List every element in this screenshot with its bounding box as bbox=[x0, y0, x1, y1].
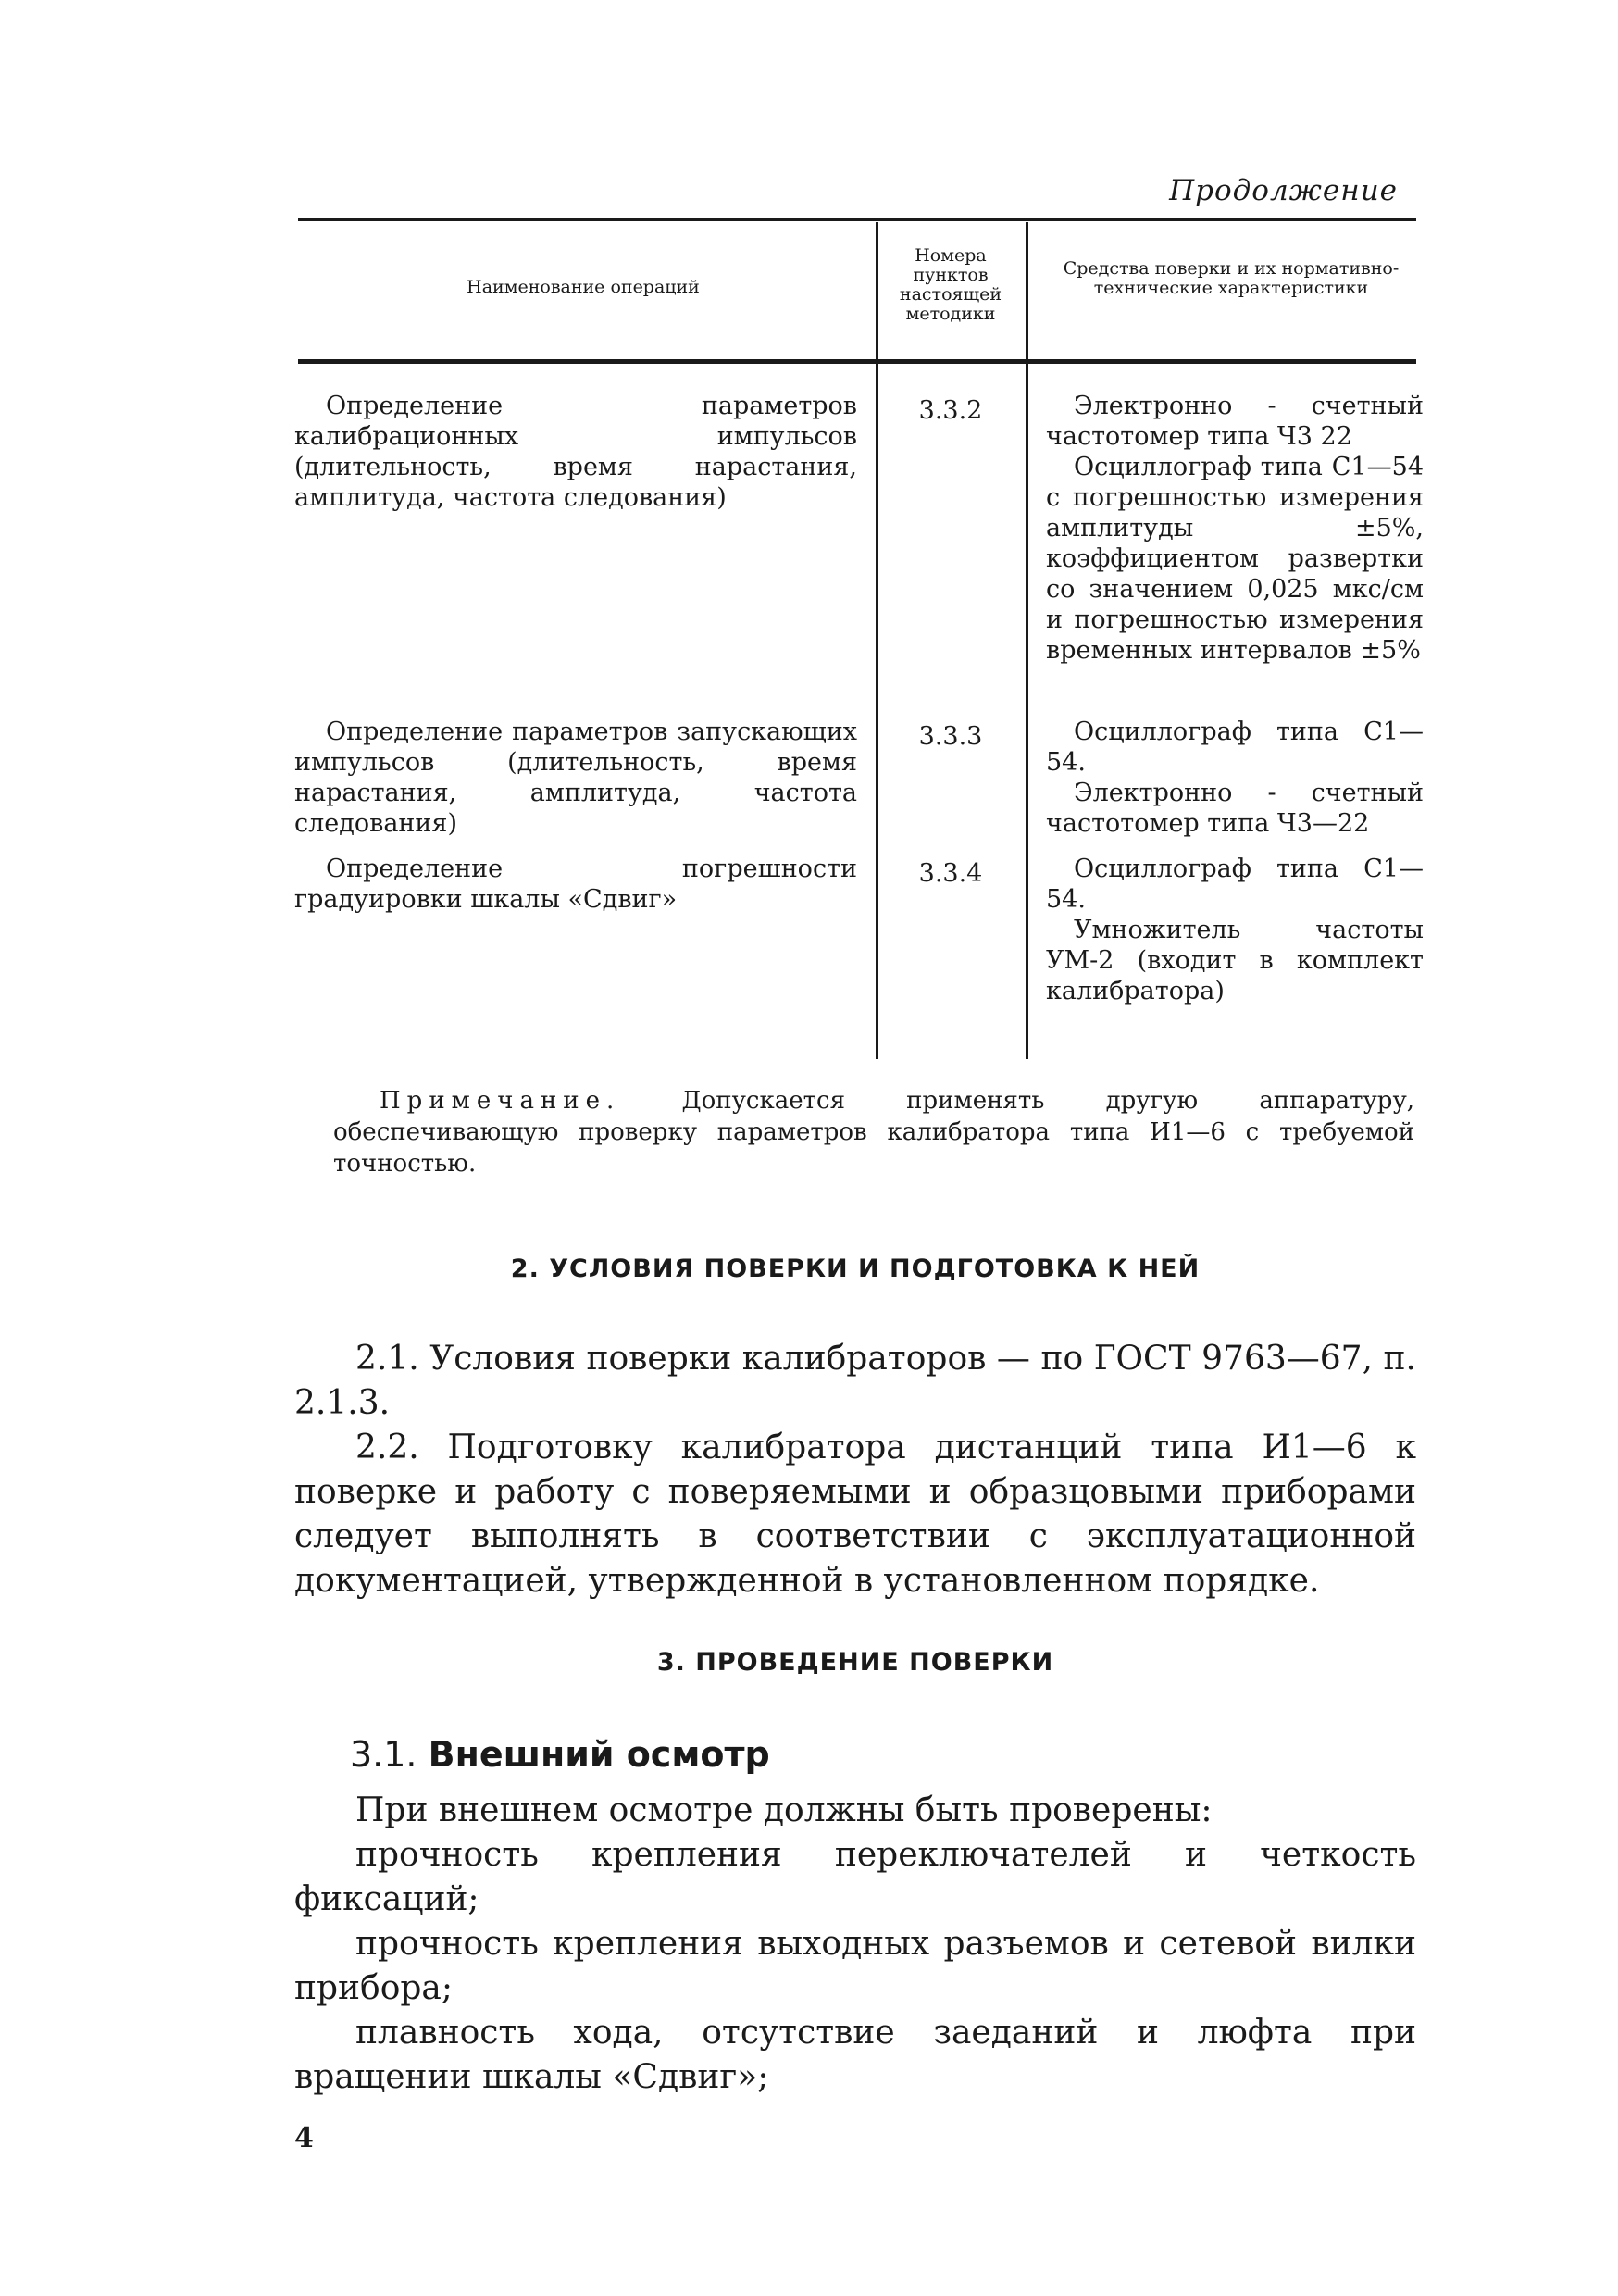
paragraph: 2.2. Подготовку калибратора дистанций типа И1—6 к поверке и работу с поверяемыми и образцовыми приборами следует выполнять в соответствии с эксплуатационной документацией, утвержденной в установленном порядке. bbox=[294, 1429, 1416, 1600]
paragraph: плавность хода, отсутствие заеданий и люфта при вращении шкалы «Сдвиг»; bbox=[294, 2014, 1416, 2096]
section-title: 2. УСЛОВИЯ ПОВЕРКИ И ПОДГОТОВКА К НЕЙ bbox=[510, 1254, 1201, 1283]
table-top-rule bbox=[298, 218, 1416, 221]
paragraph: При внешнем осмотре должны быть проверены: bbox=[355, 1791, 1213, 1829]
page-number: 4 bbox=[294, 2122, 314, 2154]
means-item: Электронно - счетный частотомер типа Ч3—22 bbox=[1046, 779, 1424, 838]
table-row-clause: 3.3.3 bbox=[918, 722, 983, 751]
paragraph: прочность крепления переключателей и четкость фиксаций; bbox=[294, 1836, 1416, 1918]
subsection-heading bbox=[350, 1734, 770, 1775]
means-item: Осциллограф типа С1—54. bbox=[1046, 855, 1424, 914]
section-title: 3. ПРОВЕДЕНИЕ ПОВЕРКИ bbox=[656, 1648, 1054, 1677]
table-note bbox=[333, 1085, 1414, 1179]
table-header-operation: Наименование операций bbox=[467, 277, 700, 297]
section-body bbox=[294, 1337, 1416, 1603]
continuation-label: Продолжение bbox=[1169, 174, 1398, 207]
means-item: Осциллограф типа С1—54 с погрешностью измерения амплитуды ±5%, коэффициентом развертки со значением 0,025 мкс/см и погрешностью измерения временных интервалов ±5% bbox=[1046, 453, 1424, 665]
table-row-operation: Определение параметров калибрационных импульсов (длительность, время нарастания, амплитуда, частота следования) bbox=[294, 392, 857, 512]
paragraph: 2.1. Условия поверки калибраторов — по ГОСТ 9763—67, п. 2.1.3. bbox=[294, 1340, 1416, 1422]
table-row-clause: 3.3.2 bbox=[918, 396, 983, 425]
table-header-means: Средства поверки и их нормативно-технические характеристики bbox=[1063, 258, 1400, 298]
paragraph: прочность крепления выходных разъемов и сетевой вилки прибора; bbox=[294, 1925, 1416, 2007]
table-row-means bbox=[1046, 854, 1424, 1006]
table-row-means bbox=[1046, 391, 1424, 666]
note-text: Допускается применять другую аппаратуру, обеспечивающую проверку параметров калибратора типа И1—6 с требуемой точностью. bbox=[333, 1087, 1415, 1178]
table-row-operation: Определение погрешности градуировки шкалы «Сдвиг» bbox=[294, 855, 857, 914]
table-column-divider bbox=[876, 222, 878, 1059]
table-header-rule bbox=[298, 359, 1416, 364]
subsection-title: Внешний осмотр bbox=[428, 1734, 770, 1775]
means-item: Осциллограф типа С1—54. bbox=[1046, 718, 1424, 777]
means-item: Умножитель частоты УМ-2 (входит в комплект калибратора) bbox=[1046, 916, 1424, 1005]
table-row-means bbox=[1046, 717, 1424, 839]
table-header-clause: Номера пунктов настоящей методики bbox=[899, 245, 1002, 324]
subsection-number: 3.1. bbox=[350, 1734, 417, 1775]
note-label: Примечание. bbox=[380, 1087, 621, 1115]
table-column-divider bbox=[1026, 222, 1028, 1059]
means-item: Электронно - счетный частотомер типа Ч3 22 bbox=[1046, 392, 1424, 451]
section-body bbox=[294, 1789, 1416, 2100]
table-row-clause: 3.3.4 bbox=[918, 859, 983, 888]
table-row-operation: Определение параметров запускающих импульсов (длительность, время нарастания, амплитуда, частота следования) bbox=[294, 718, 857, 838]
